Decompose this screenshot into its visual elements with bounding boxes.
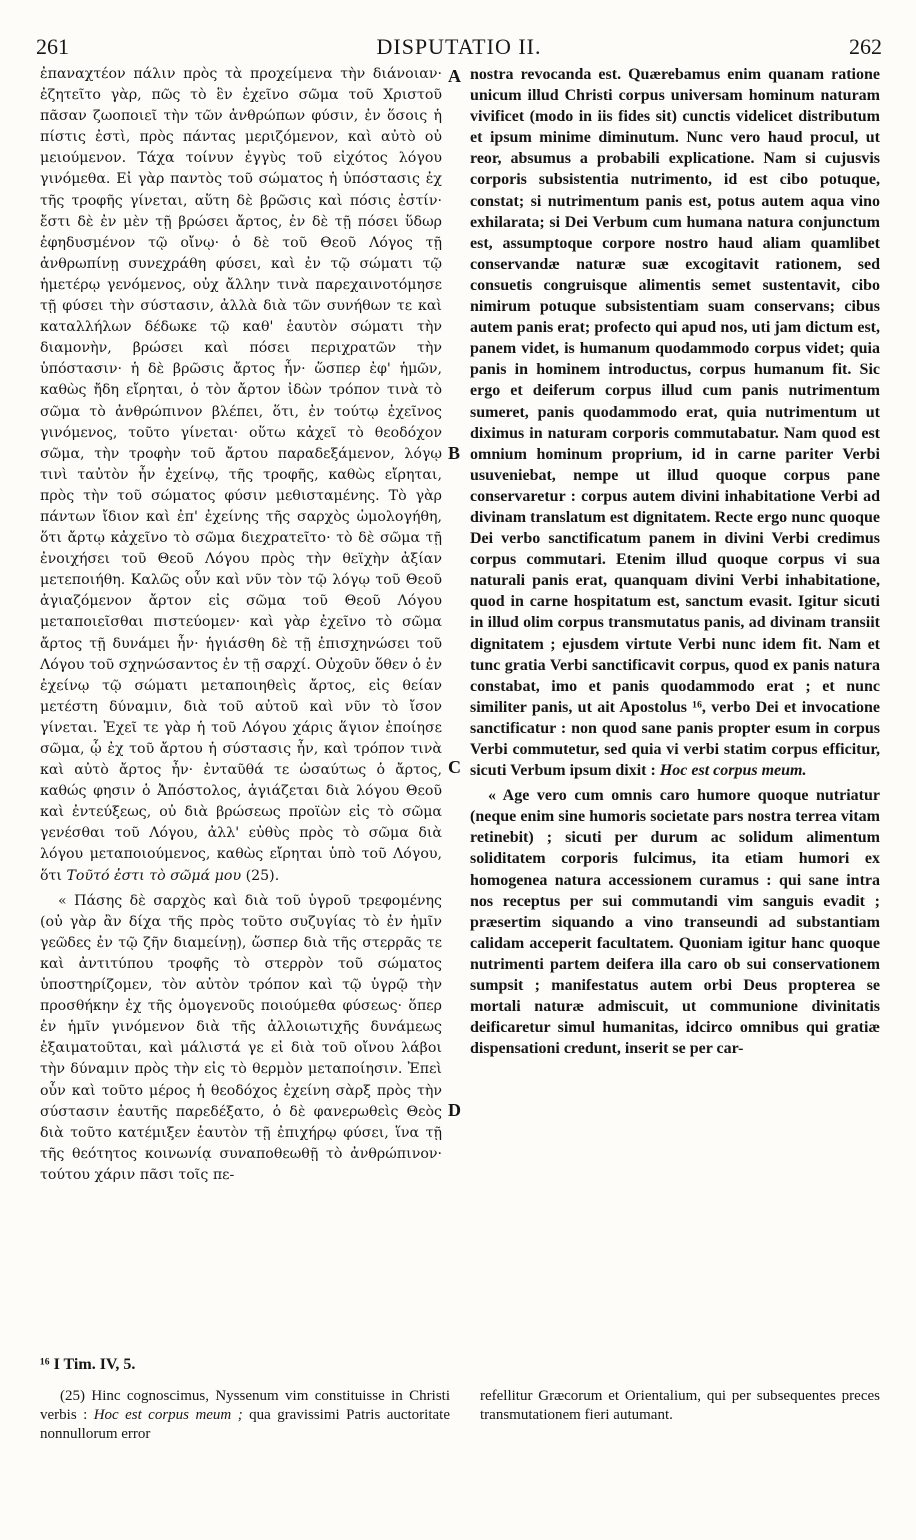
- latin-quote: Hoc est corpus meum.: [659, 762, 807, 780]
- page-number-left: 261: [36, 34, 69, 59]
- section-marker-c: C: [448, 757, 461, 777]
- running-title: DISPUTATIO II.: [376, 34, 542, 59]
- page-header: [36, 34, 882, 64]
- latin-paragraph-2: « Age vero cum omnis caro humore quoque nutriatur (neque enim sine humoris societate pars nostra terrea vitam retinebit) ; sicuti per durum ac solidum alimentum soliditatem corporis fulcimus, ita etiam humori ex homogenea natura accessionem curamus : qui sane intra nos receptus per sui commutandi vim sanguis evadit ; præsertim siquando a vino transeundi ad substantiam calidam acceperit facultatem. Quoniam igitur hanc quoque nutrimenti partem deifera illa caro ob sui conservationem sumpsit ; manifestatus autem orbi Deus propterea se mortali naturæ admiscuit, ut communione divinitatis deificaretur simul humanitas, idcirco omnibus qui gratiæ dispensationi credunt, inserit se per car-: [470, 787, 880, 1058]
- section-marker-a: A: [448, 66, 461, 86]
- editor-note-right: refellitur Græcorum et Orientalium, qui per subsequentes preces transmutationem fieri autumant.: [480, 1388, 880, 1423]
- footnote-scripture-ref: ¹⁶ I Tim. IV, 5.: [40, 1356, 136, 1373]
- greek-column: [40, 64, 442, 1190]
- page-number-right: 262: [849, 34, 882, 59]
- latin-paragraph-1: nostra revocanda est. Quærebamus enim quanam ratione unicum illud Christi corpus universam hominum naturam vivificet (modo in iis fides sit) cunctis videlicet distributum et ipsum minime diminutum. Nunc vero haud procul, ut reor, absumus a probabili explicatione. Nam si cujusvis corporis subsistentia nutrimento, id est cibo potuque, constat; si nutrimentum panis est, potus autem aqua vino exhilarata; si Dei Verbum cum humana natura conjunctum est, assumptoque corpore nostro haud aliam quamlibet conservandæ naturæ suæ excogitavit rationem, sed consuetis congruisque alimentis semet sustentavit, cibo nimirum potuque subsistentiam suam conservans; cibus autem panis erat; profecto qui apud nos, uti jam dictum est, panem videt, is humanum quodammodo corpus videt; quia panis in hominem introductus, corpus humanum fit. Sic ergo et deiferum corpus illud cum panis nutrimentum sumeret, panis quodammodo erat, quia nutrimentum ut diximus in naturam corporis commutabatur. Nam quod est omnium hominum proprium, id in carne pariter Verbi usuveniebat, nempe ut illud quoque corpus pane conservaretur : corpus autem divini inhabitatione Verbi ad divinam translatum est dignitatem. Recte ergo nunc quoque Dei verbo sanctificatum panem in divini Verbi credimus corpus commutari. Etenim illud quoque corpus vi sua naturali panis erat, quanquam divini Verbi inhabitatione, quod in carne hospitatum est, sanctum evasit. Igitur sicuti in illud olim corpus transmutatus panis, ad divinam transiit dignitatem ; ejusdem virtute Verbi nunc idem fit. Nam et tunc gratia Verbi sanctificavit corpus, quod ex panis natura constabat, imo et panis quodammodo erat ; et nunc similiter panis, ut ait Apostolus ¹⁶, verbo Dei et invocatione sanctificatur : non quod sane panis propter esum in corpus Verbi commutetur, sed quia vi verbi statim corpus efficitur, sicuti Verbum ipsum dixit : Hoc est corpus meum.: [470, 66, 880, 780]
- greek-paragraph-1: ἐπαναχτέον πάλιν πρὸς τὰ προχείμενα τὴν διάνοιαν· ἐζητεῖτο γὰρ, πῶς τὸ ἓν ἐχεῖνο σῶμα τοῦ Χριστοῦ πᾶσαν ζωοποιεῖ τὴν τῶν ἀνθρώπων φύσιν, ἐν ὅσοις ἡ πίστις ἐστὶ, πρὸς πάντας μεριζόμενον, καὶ αὐτὸ οὐ μειούμενον. Τάχα τοίνυν ἐγγὺς τοῦ εἰχότος λόγου γινόμεθα. Εἰ γὰρ παντὸς τοῦ σώματος ἡ ὑπόστασις ἐχ τῆς τροφῆς γίνεται, αὕτη δὲ βρῶσις καὶ πόσις ἐστίν· ἔστι δὲ ἐν μὲν τῇ βρώσει ἄρτος, ἐν δὲ τῇ πόσει ὕδωρ ἐφηδυσμένον τῷ οἴνῳ· ὁ δὲ τοῦ Θεοῦ Λόγος τῇ ἀνθρωπίνῃ συνεχράθη φύσει, καὶ ἐν τῷ σώματι τῷ ἡμετέρῳ γενόμενος, οὐχ ἄλλην τινὰ παρεχαινοτόμησε τῇ φύσει τὴν σύστασιν, ἀλλὰ διὰ τῶν συνήθων τε καὶ καταλλήλων δέδωκε τῷ καθ' ἑαυτὸν σώματι τὴν διαμονὴν, βρώσει καὶ πόσει περιχρατῶν τὴν ὑπόστασιν· ἡ δὲ βρῶσις ἄρτος ἦν· ὥσπερ ἐφ' ἡμῶν, καθὼς ἤδη εἴρηται, ὁ τὸν ἄρτον ἰδὼν τρόπον τινὰ τὸ σῶμα τὸ ἀνθρώπινον βλέπει, ὅτι, ἐν τούτῳ ἐχεῖνος γινόμενος, τοῦτο γίνεται· οὕτω κἀχεῖ τὸ θεοδόχον σῶμα, τὴν τροφὴν τοῦ ἄρτου παραδεξάμενον, λόγῳ τινὶ ταὐτὸν ἦν ἐχείνῳ, τῆς τροφῆς, καθὼς εἴρηται, πρὸς τὴν τοῦ σώματος φύσιν μεθισταμένης. Τὸ γὰρ πάντων ἴδιον καὶ ἐπ' ἐχείνης τῆς σαρχὸς ὡμολογήθη, ὅτι ἄρτῳ κἀχεῖνο τὸ σῶμα διεχρατεῖτο· τὸ δὲ σῶμα τῇ ἐνοιχήσει τοῦ Θεοῦ Λόγου πρὸς τὴν θεϊχὴν ἀξίαν μετεποιήθη. Καλῶς οὖν καὶ νῦν τὸν τῷ λόγῳ τοῦ Θεοῦ ἁγιαζόμενον ἄρτον εἰς σῶμα τοῦ Θεοῦ Λόγου μεταποιεῖσθαι πιστεύομεν· καὶ γὰρ ἐχεῖνο τὸ σῶμα ἄρτος τῇ δυνάμει ἦν· ἡγιάσθη δὲ τῇ ἐπισχηνώσει τοῦ Λόγου τοῦ σχηνώσαντος ἐν τῇ σαρχί. Οὐχοῦν ὅθεν ὁ ἐν ἐχείνῳ τῷ σώματι μεταποιηθεὶς ἄρτος, εἰς θείαν μετέστη δύναμιν, διὰ τοῦ αὐτοῦ καὶ νῦν τὸ ἴσον γίνεται. Ἐχεῖ τε γὰρ ἡ τοῦ Λόγου χάρις ἅγιον ἐποίησε σῶμα, ᾧ ἐχ τοῦ ἄρτου ἡ σύστασις ἦν, καὶ τρόπον τινὰ καὶ αὐτὸ ἄρτος ἦν· ἐνταῦθά τε ὡσαύτως ὁ ἄρτος, καθώς φησιν ὁ Ἀπόστολος, ἁγιάζεται διὰ λόγου Θεοῦ καὶ ἐντεύξεως, οὐ διὰ βρώσεως προϊὼν εἰς τὸ σῶμα γενέσθαι τοῦ Λόγου, ἀλλ' εὐθὺς πρὸς τὸ σῶμα διὰ λόγου μεταποιούμενος, καθὼς εἴρηται ὑπὸ τοῦ Λόγου, ὅτι Τοῦτό ἐστι τὸ σῶμά μου (25).: [40, 66, 442, 884]
- greek-paragraph-2: « Πάσης δὲ σαρχὸς καὶ διὰ τοῦ ὑγροῦ τρεφομένης (οὐ γὰρ ἂν δίχα τῆς πρὸς τοῦτο συζυγίας τὸ ἐν ἡμῖν γεῶδες ἐν τῷ ζῆν διαμείνῃ), ὥσπερ διὰ τῆς στερρᾶς τε καὶ ἀντιτύπου τροφῆς τὸ στερρὸν τοῦ σώματος ὑποστηρίζομεν, τὸν αὐτὸν τρόπον καὶ τῷ ὑγρῷ τὴν προσθήκην ἐχ τῆς ὁμογενοῦς ποιούμεθα φύσεως· ὅπερ ἐν ἡμῖν γινόμενον διὰ τῆς ἀλλοιωτιχῆς δυνάμεως ἐξαιματοῦται, καὶ μάλιστά γε εἰ διὰ τοῦ οἴνου λάβοι τὴν δύναμιν πρὸς τὴν εἰς τὸ θερμὸν μεταποίησιν. Ἐπεὶ οὖν καὶ τοῦτο μέρος ἡ θεοδόχος ἐχείνη σὰρξ πρὸς τὴν σύστασιν ἑαυτῆς παρεδέξατο, ὁ δὲ φανερωθεὶς Θεὸς διὰ τοῦτο κατέμιξεν ἑαυτὸν τῇ ἐπιχήρῳ φύσει, ἵνα τῇ τῆς θεότητος κοινωνίᾳ συναποθεωθῇ τὸ ἀνθρώπινον· τούτου χάριν πᾶσι τοῖς πε-: [40, 892, 442, 1183]
- greek-quote: Τοῦτό ἐστι τὸ σῶμά μου: [66, 867, 242, 884]
- editor-note-left: (25) Hinc cognoscimus, Nyssenum vim constituisse in Christi verbis : Hoc est corpus meum ; qua gravissimi Patris auctoritate nonnullorum error: [40, 1388, 450, 1442]
- section-marker-b: B: [448, 443, 461, 463]
- latin-column: [470, 64, 880, 1063]
- section-marker-d: D: [448, 1100, 461, 1120]
